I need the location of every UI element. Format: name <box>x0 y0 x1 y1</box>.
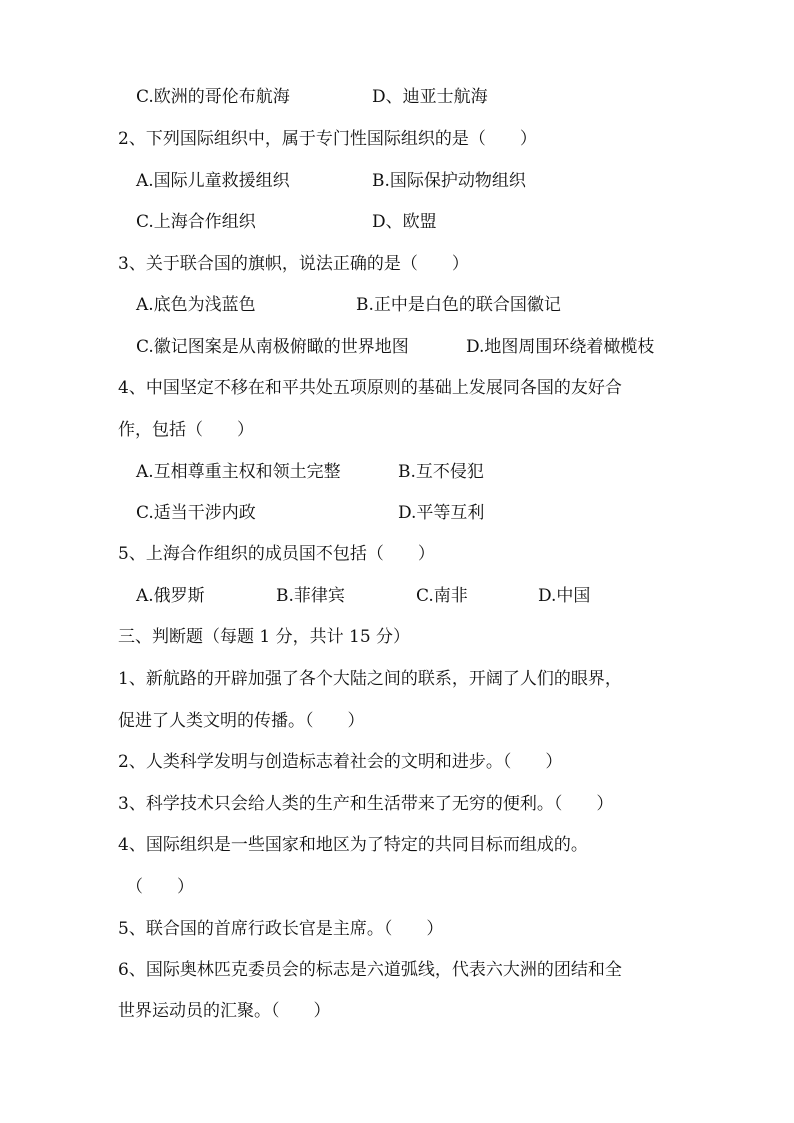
question-4-stem-line1: 4、中国坚定不移在和平共处五项原则的基础上发展同各国的友好合 <box>118 378 622 398</box>
question-3-option-d: D.地图周围环绕着橄榄枝 <box>466 337 655 357</box>
question-4-stem-line2: 作，包括（ ） <box>118 420 254 440</box>
judgment-6-line1: 6、国际奥林匹克委员会的标志是六道弧线，代表六大洲的团结和全 <box>118 960 622 980</box>
question-3-option-b: B.正中是白色的联合国徽记 <box>356 295 561 315</box>
judgment-1-line2: 促进了人类文明的传播。（ ） <box>118 711 365 731</box>
prev-option-c: C.欧洲的哥伦布航海 <box>136 87 290 107</box>
section-3-title: 三、判断题（每题 1 分，共计 15 分） <box>118 627 411 647</box>
question-3-stem: 3、关于联合国的旗帜，说法正确的是（ ） <box>118 254 469 274</box>
question-5-stem: 5、上海合作组织的成员国不包括（ ） <box>118 544 435 564</box>
question-4-option-d: D.平等互利 <box>398 503 485 523</box>
question-2-option-c: C.上海合作组织 <box>136 212 256 232</box>
judgment-6-line2: 世界运动员的汇聚。（ ） <box>118 1001 331 1021</box>
question-2-option-b: B.国际保护动物组织 <box>372 171 526 191</box>
judgment-2: 2、人类科学发明与创造标志着社会的文明和进步。（ ） <box>118 752 563 772</box>
question-2-option-a: A.国际儿童救援组织 <box>136 171 290 191</box>
question-4-option-c: C.适当干涉内政 <box>136 503 256 523</box>
question-4-option-b: B.互不侵犯 <box>398 462 484 482</box>
question-3-option-c: C.徽记图案是从南极俯瞰的世界地图 <box>136 337 409 357</box>
judgment-5: 5、联合国的首席行政长官是主席。（ ） <box>118 919 444 939</box>
judgment-4-line2: （ ） <box>126 877 194 897</box>
question-2-option-d: D、欧盟 <box>372 212 437 232</box>
question-5-option-b: B.菲律宾 <box>276 586 345 606</box>
question-5-option-d: D.中国 <box>538 586 591 606</box>
judgment-3: 3、科学技术只会给人类的生产和生活带来了无穷的便利。（ ） <box>118 794 614 814</box>
question-3-option-a: A.底色为浅蓝色 <box>136 295 256 315</box>
prev-option-d: D、迪亚士航海 <box>372 87 488 107</box>
question-5-option-c: C.南非 <box>416 586 468 606</box>
question-2-stem: 2、下列国际组织中，属于专门性国际组织的是（ ） <box>118 129 537 149</box>
question-5-option-a: A.俄罗斯 <box>136 586 205 606</box>
question-4-option-a: A.互相尊重主权和领土完整 <box>136 462 341 482</box>
judgment-1-line1: 1、新航路的开辟加强了各个大陆之间的联系，开阔了人们的眼界， <box>118 669 622 689</box>
judgment-4-line1: 4、国际组织是一些国家和地区为了特定的共同目标而组成的。 <box>118 835 588 855</box>
